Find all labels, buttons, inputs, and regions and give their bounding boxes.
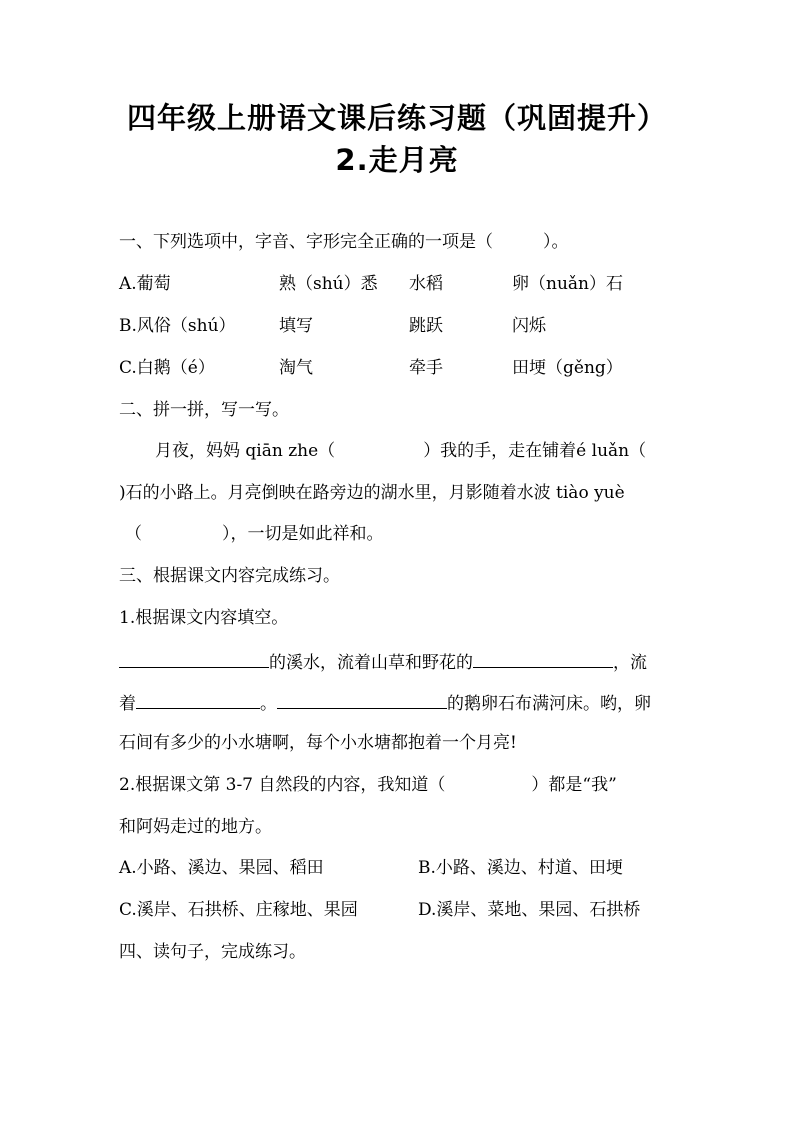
- q1-option-b-word3: 跳跃: [409, 316, 443, 336]
- worksheet-title: 四年级上册语文课后练习题（巩固提升）: [126, 101, 667, 135]
- q1-option-c-word4: 田埂（gěng）: [512, 358, 623, 378]
- q3-heading: 三、根据课文内容完成练习。: [119, 566, 340, 586]
- q2-heading: 二、拼一拼，写一写。: [119, 400, 289, 420]
- q3-sub2-text-b: ）都是“我”: [531, 775, 617, 795]
- q4-heading: 四、读句子，完成练习。: [119, 942, 306, 962]
- q1-option-c: [0, 356, 794, 380]
- q3-fill-text-a: 的溪水，流着山草和野花的: [269, 653, 473, 673]
- q1-stem-text: 一、下列选项中，字音、字形完全正确的一项是（: [119, 232, 493, 252]
- q3-sub2-text-a: 2.根据课文第 3-7 自然段的内容，我知道（: [119, 775, 446, 795]
- q3-option-b: B.小路、溪边、村道、田埂: [418, 858, 623, 878]
- q3-blank-3[interactable]: [136, 689, 260, 709]
- q1-stem: [119, 230, 569, 254]
- q3-sub2-line2: 和阿妈走过的地方。: [119, 817, 272, 837]
- q3-blank-1[interactable]: [119, 648, 269, 668]
- q3-options-row1: [0, 856, 794, 880]
- q3-option-a: A.小路、溪边、果园、稻田: [119, 858, 324, 878]
- q1-option-b-word4: 闪烁: [512, 316, 546, 336]
- q3-fill-text-b: ，流: [613, 653, 647, 673]
- q3-fill-text-c: 着: [119, 694, 136, 714]
- q3-blank-4[interactable]: [277, 689, 447, 709]
- q3-fill-line1: [119, 648, 647, 675]
- q3-option-d: D.溪岸、菜地、果园、石拱桥: [418, 900, 641, 920]
- q2-p3-text-b: ），一切是如此祥和。: [222, 524, 384, 544]
- q2-paragraph-line1: [155, 439, 646, 463]
- lesson-title: 2.走月亮: [335, 143, 459, 177]
- q2-paragraph-line3: [125, 522, 384, 546]
- q1-option-c-word3: 牵手: [409, 358, 443, 378]
- q1-option-b-word2: 填写: [279, 316, 313, 336]
- q3-option-c: C.溪岸、石拱桥、庄稼地、果园: [119, 900, 358, 920]
- q1-option-a-word3: 水稻: [409, 274, 443, 294]
- q3-fill-line2: [119, 689, 651, 716]
- q1-option-c-label: C.白鹅（é）: [119, 358, 215, 378]
- q1-option-a: [0, 272, 794, 296]
- q1-option-b: [0, 314, 794, 338]
- q2-p3-text-a: （: [125, 524, 142, 544]
- q1-option-a-word2: 熟（shú）悉: [279, 274, 378, 294]
- q1-option-a-word4: 卵（nuǎn）石: [512, 274, 623, 294]
- q3-sub2-line1: [119, 773, 617, 797]
- q2-p1-text-a: 月夜，妈妈 qiān zhe（: [155, 441, 336, 461]
- q1-option-b-label: B.风俗（shú）: [119, 316, 236, 336]
- q3-blank-2[interactable]: [473, 648, 613, 668]
- q2-paragraph-line2: )石的小路上。月亮倒映在路旁边的湖水里，月影随着水波 tiào yuè: [119, 483, 625, 503]
- q3-fill-text-d: 。: [260, 694, 277, 714]
- q3-options-row2: [0, 898, 794, 922]
- q3-fill-line3: 石间有多少的小水塘啊，每个小水塘都抱着一个月亮!: [119, 733, 517, 753]
- q1-option-c-word2: 淘气: [279, 358, 313, 378]
- q1-option-a-label: A.葡萄: [119, 274, 171, 294]
- q1-stem-end: ）。: [543, 232, 569, 252]
- q2-p1-text-b: ）我的手，走在铺着é luǎn（: [423, 441, 647, 461]
- q3-fill-text-e: 的鹅卵石布满河床。哟，卵: [447, 694, 651, 714]
- q3-sub1: 1.根据课文内容填空。: [119, 608, 289, 628]
